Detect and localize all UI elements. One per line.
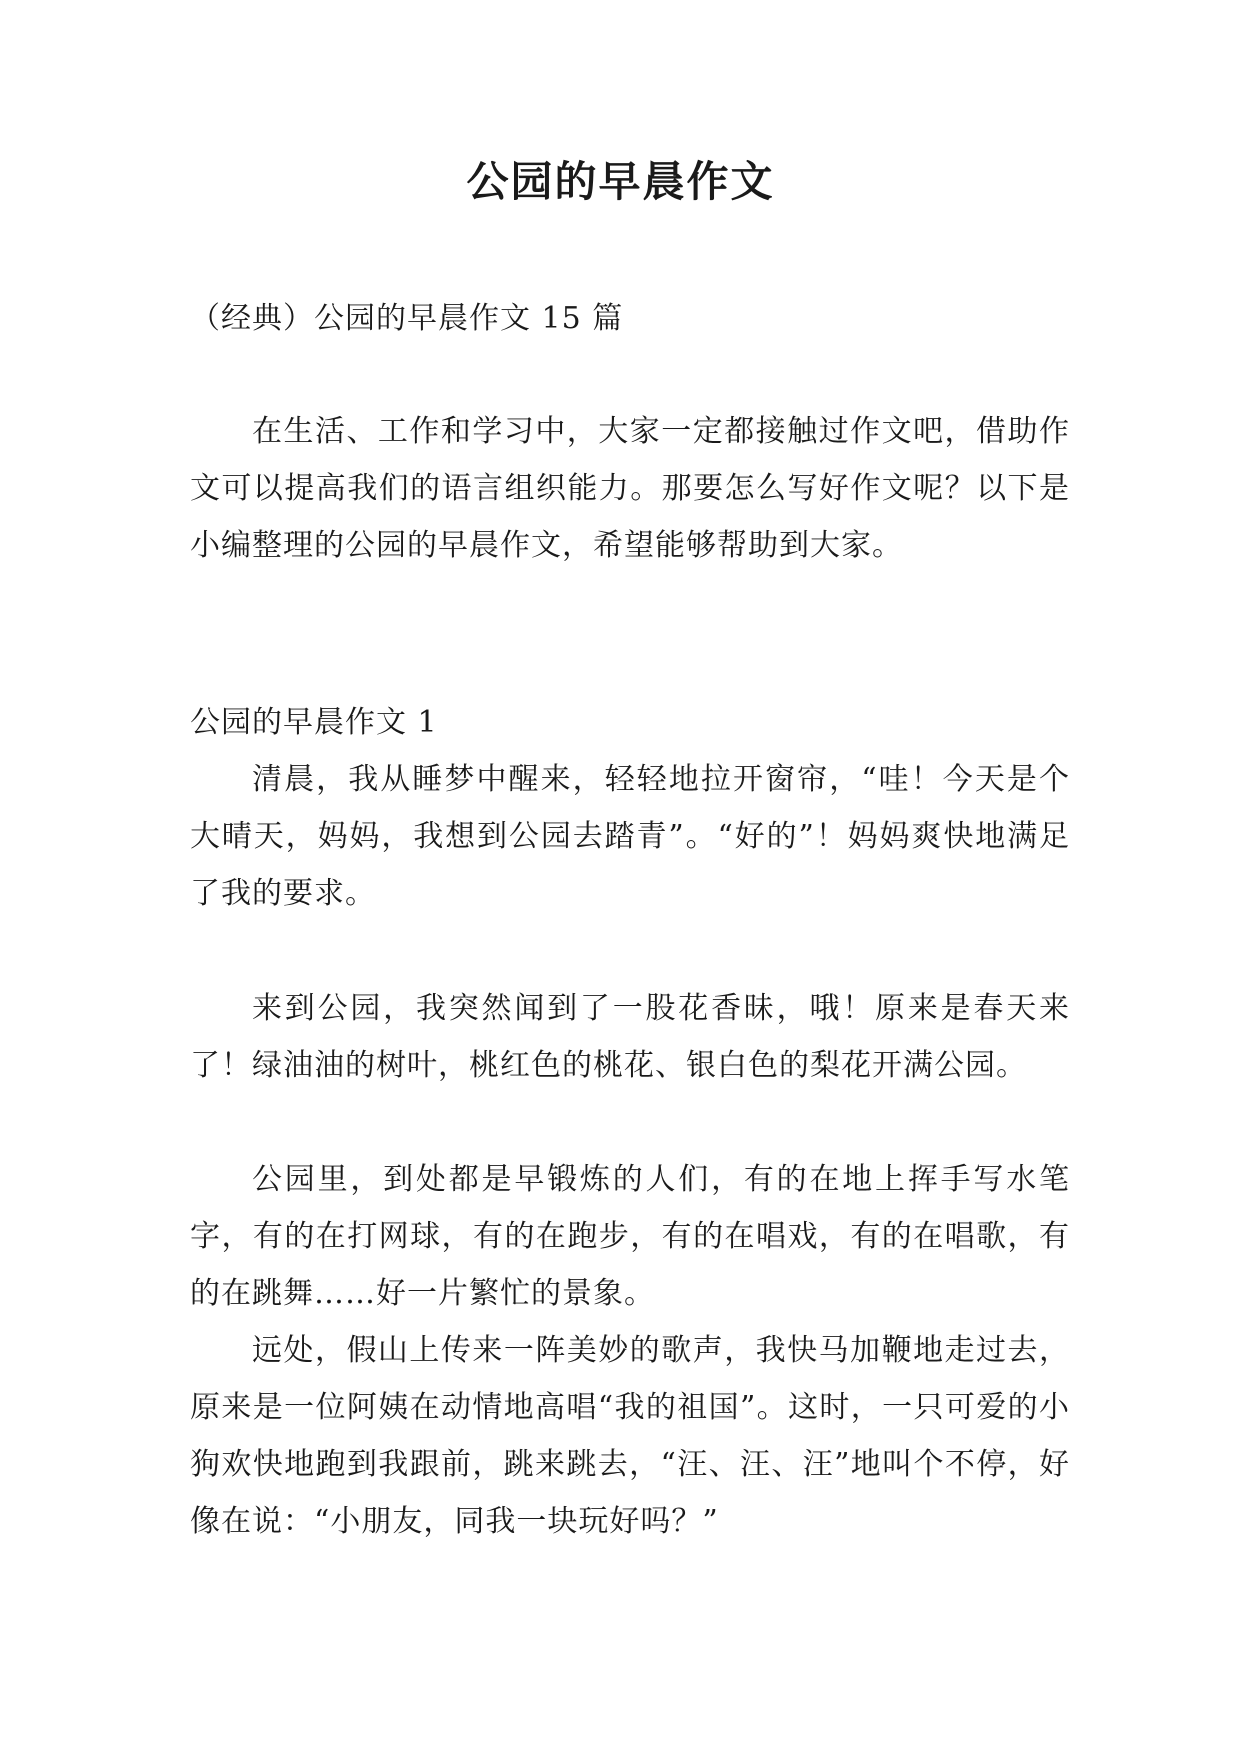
section-heading: 公园的早晨作文 1	[190, 705, 438, 740]
body-paragraph-1: 清晨，我从睡梦中醒来，轻轻地拉开窗帘，“哇！今天是个大晴天，妈妈，我想到公园去踏青”。“好的”！妈妈爽快地满足了我的要求。	[190, 762, 1070, 911]
document-title: 公园的早晨作文	[466, 157, 775, 206]
intro-paragraph: 在生活、工作和学习中，大家一定都接触过作文吧，借助作文可以提高我们的语言组织能力。那要怎么写好作文呢？以下是小编整理的公园的早晨作文，希望能够帮助到大家。	[190, 414, 1070, 563]
body-paragraph-3: 公园里，到处都是早锻炼的人们，有的在地上挥手写水笔字，有的在打网球，有的在跑步，有的在唱戏，有的在唱歌，有的在跳舞……好一片繁忙的景象。	[190, 1162, 1070, 1311]
body-paragraph-2: 来到公园，我突然闻到了一股花香昧，哦！原来是春天来了！绿油油的树叶，桃红色的桃花、银白色的梨花开满公园。	[190, 991, 1070, 1083]
document-subtitle: （经典）公园的早晨作文 15 篇	[190, 301, 624, 336]
body-paragraph-4: 远处，假山上传来一阵美妙的歌声，我快马加鞭地走过去，原来是一位阿姨在动情地高唱“我的祖国”。这时，一只可爱的小狗欢快地跑到我跟前，跳来跳去，“汪、汪、汪”地叫个不停，好像在说：“小朋友，同我一块玩好吗？”	[190, 1333, 1070, 1539]
